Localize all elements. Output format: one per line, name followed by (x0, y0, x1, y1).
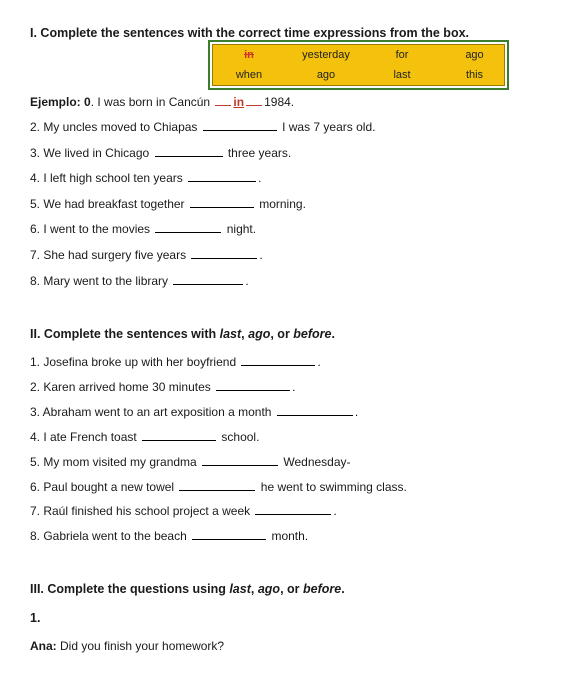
exercise-item (30, 119, 375, 135)
item-text: school. (218, 430, 260, 444)
exercise-item (30, 354, 321, 370)
answer-blank (246, 94, 262, 106)
box-word: ago (465, 49, 484, 61)
example-answer: in (233, 95, 245, 109)
exercise-item (30, 247, 263, 263)
dialogue-text: Did you finish your homework? (56, 639, 225, 653)
box-word: ago (316, 69, 336, 81)
item-text: 3. Abraham went to an art exposition a month (30, 405, 275, 419)
exercise-item (30, 528, 308, 544)
answer-blank[interactable] (216, 379, 290, 391)
answer-blank[interactable] (173, 273, 243, 285)
exercise-item (30, 196, 306, 212)
section-1-title: I. Complete the sentences with the correct time expressions from the box. (30, 26, 470, 40)
item-text: 5. We had breakfast together (30, 197, 188, 211)
dialogue-line (30, 638, 224, 654)
box-word: when (235, 69, 263, 81)
exercise-item (30, 454, 351, 470)
item-text: . (317, 355, 321, 369)
item-text: 7. She had surgery five years (30, 248, 190, 262)
box-word: this (465, 69, 484, 81)
item-text: . (292, 380, 296, 394)
box-word: last (393, 69, 411, 81)
title-keyword: last (219, 327, 242, 341)
item-text: 8. Gabriela went to the beach (30, 529, 191, 543)
box-word: in (244, 49, 254, 61)
item-text: 2. Karen arrived home 30 minutes (30, 380, 215, 394)
answer-blank[interactable] (192, 528, 266, 540)
answer-blank[interactable] (142, 429, 216, 441)
exercise-item (30, 273, 249, 289)
title-text: II. Complete the sentences with (30, 327, 220, 341)
example-after: 1984. (264, 95, 295, 109)
exercise-item (30, 429, 259, 445)
item-text: 4. I left high school ten years (30, 171, 187, 185)
exercise-item (30, 379, 295, 395)
answer-blank[interactable] (155, 221, 221, 233)
item-text: he went to swimming class. (257, 480, 407, 494)
answer-blank[interactable] (277, 404, 353, 416)
example-sentence (30, 94, 294, 110)
answer-blank[interactable] (203, 119, 277, 131)
word-box (208, 40, 509, 90)
item-text: 5. My mom visited my grandma (30, 455, 201, 469)
exercise-item (30, 503, 337, 519)
item-text: . (354, 405, 359, 419)
answer-blank[interactable] (202, 454, 278, 466)
item-text: Wednesday- (280, 455, 351, 469)
item-text: 6. Paul bought a new towel (30, 480, 178, 494)
item-text: . (259, 248, 263, 262)
answer-blank[interactable] (155, 145, 223, 157)
box-word: yesterday (302, 49, 350, 61)
question-number: 1. (30, 611, 41, 625)
item-text: . (245, 274, 249, 288)
speaker-name: Ana: (30, 639, 57, 653)
item-text: morning. (255, 197, 306, 211)
title-keyword: before (293, 327, 332, 341)
exercise-item (30, 145, 291, 161)
item-text: month. (268, 529, 309, 543)
item-text: I was 7 years old. (278, 120, 376, 134)
title-text: III. Complete the questions using (30, 582, 230, 596)
section-2-title: II. Complete the sentences with last, ago, or before. (30, 327, 335, 341)
item-text: . (258, 171, 262, 185)
title-keyword: ago (257, 582, 281, 596)
item-text: three years. (224, 146, 292, 160)
box-word: for (395, 49, 409, 61)
title-keyword: before (302, 582, 342, 596)
item-text: 7. Raúl finished his school project a week (30, 504, 254, 518)
example-before: . I was born in Cancún (90, 95, 214, 109)
answer-blank[interactable] (190, 196, 254, 208)
answer-blank[interactable] (191, 247, 257, 259)
answer-blank[interactable] (255, 503, 331, 515)
item-text: 4. I ate French toast (30, 430, 141, 444)
answer-blank[interactable] (188, 170, 256, 182)
item-text: 2. My uncles moved to Chiapas (30, 120, 201, 134)
title-keyword: last (229, 582, 251, 596)
exercise-item (30, 221, 256, 237)
item-text: 1. Josefina broke up with her boyfriend (30, 355, 240, 369)
item-text: 8. Mary went to the library (30, 274, 172, 288)
item-text: 6. I went to the movies (30, 222, 154, 236)
example-label: Ejemplo: 0 (30, 95, 91, 109)
item-text: 3. We lived in Chicago (30, 146, 153, 160)
answer-blank[interactable] (241, 354, 315, 366)
exercise-item (30, 404, 358, 420)
exercise-item (30, 479, 407, 495)
item-text: . (333, 504, 337, 518)
title-keyword: ago (248, 327, 271, 341)
exercise-item (30, 170, 261, 186)
answer-blank (215, 94, 231, 106)
section-3-title: III. Complete the questions using last, ago, or before. (30, 582, 345, 596)
item-text: night. (223, 222, 257, 236)
answer-blank[interactable] (179, 479, 255, 491)
